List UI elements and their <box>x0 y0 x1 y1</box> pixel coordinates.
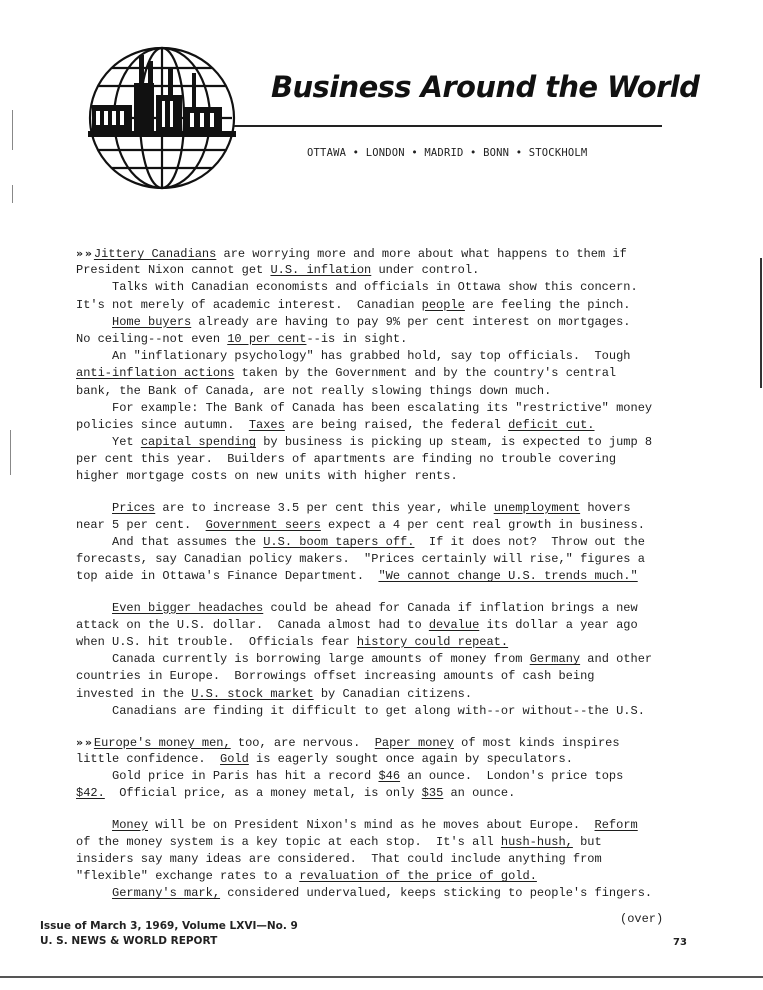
underlined-phrase: Reform <box>594 817 638 832</box>
underlined-phrase: Money <box>112 817 149 832</box>
scan-mark <box>12 185 13 203</box>
text-run: is eagerly sought once again by speculators. <box>248 752 573 767</box>
text-line <box>76 551 666 568</box>
text-line <box>76 885 666 902</box>
paragraph-gap <box>76 586 666 600</box>
text-run: An "inflationary psychology" has grabbed hold, say top officials. Tough <box>76 349 631 364</box>
text-run: are feeling the pinch. <box>464 297 631 312</box>
text-line <box>76 383 666 400</box>
text-run: And that assumes the <box>76 535 264 549</box>
text-line <box>76 686 666 703</box>
text-run <box>76 886 112 900</box>
text-run: President Nixon cannot get <box>76 263 271 278</box>
issue-info <box>40 919 298 949</box>
underlined-phrase: people <box>421 297 465 312</box>
text-run: higher mortgage costs on new units with higher rents. <box>76 469 458 484</box>
city-list: OTTAWA • LONDON • MADRID • BONN • STOCKHOLM <box>307 147 588 159</box>
text-run <box>76 315 112 329</box>
article-body <box>76 245 666 903</box>
double-arrow-icon: » » <box>76 735 94 749</box>
text-line <box>76 262 666 279</box>
scan-mark <box>10 430 11 475</box>
text-line <box>76 768 666 785</box>
text-run: For example: The Bank of Canada has been escalating its "restrictive" money <box>76 400 653 415</box>
text-run: policies since autumn. <box>76 417 249 432</box>
underlined-phrase: U.S. boom tapers off. <box>263 535 415 549</box>
text-run: when U.S. hit trouble. Officials fear <box>76 634 357 649</box>
text-run: forecasts, say Canadian policy makers. "Prices certainly will rise," figures a <box>76 552 645 567</box>
text-line <box>76 297 666 314</box>
text-run: --is in sight. <box>306 331 408 346</box>
text-run: invested in the <box>76 686 192 701</box>
text-line <box>76 468 666 485</box>
text-run: Yet <box>76 435 141 450</box>
text-run: insiders say many ideas are considered. That could include anything from <box>76 852 602 866</box>
underlined-phrase: capital spending <box>140 435 257 450</box>
text-run: and other <box>580 652 653 667</box>
underlined-phrase: history could repeat. <box>356 634 509 649</box>
text-line <box>76 279 666 296</box>
text-run: an ounce. <box>443 786 516 801</box>
text-run: countries in Europe. Borrowings offset increasing amounts of cash being <box>76 669 595 684</box>
text-line <box>76 314 666 331</box>
text-run: Gold price in Paris has hit a record <box>76 769 379 784</box>
text-line <box>76 785 666 802</box>
underlined-phrase: "We cannot change U.S. trends much." <box>378 569 638 584</box>
text-run: of the money system is a key topic at each stop. It's all <box>76 834 501 849</box>
underlined-phrase: Prices <box>112 500 156 515</box>
underlined-phrase: 10 per cent <box>227 331 307 346</box>
continued-note: (over) <box>620 912 664 926</box>
text-run: are worrying more and more about what happens to them if <box>216 247 627 261</box>
paragraph-gap <box>76 720 666 734</box>
underlined-phrase: anti-inflation actions <box>76 366 235 381</box>
underlined-phrase: unemployment <box>493 500 581 515</box>
text-run: little confidence. <box>76 752 221 767</box>
text-run: Canadians are finding it difficult to get along with--or without--the U.S. <box>76 703 645 718</box>
underlined-phrase: Gold <box>220 752 249 767</box>
text-run: could be ahead for Canada if inflation brings a new <box>263 600 638 615</box>
underlined-phrase: Even bigger headaches <box>112 600 264 615</box>
underlined-phrase: hush-hush, <box>500 834 573 849</box>
text-run <box>76 501 112 515</box>
text-line <box>76 817 666 834</box>
underlined-phrase: U.S. stock market <box>191 686 314 701</box>
text-line <box>76 451 666 468</box>
text-line <box>76 734 666 751</box>
text-run: by Canadian citizens. <box>313 686 473 701</box>
underlined-phrase: Jittery Canadians <box>93 247 217 261</box>
underlined-phrase: Home buyers <box>112 314 192 329</box>
text-line <box>76 500 666 517</box>
text-line <box>76 751 666 768</box>
text-line <box>76 868 666 885</box>
text-run: hovers <box>580 500 631 515</box>
text-run <box>76 601 112 615</box>
text-run: an ounce. London's price tops <box>400 769 624 784</box>
text-line <box>76 834 666 851</box>
page-number: 73 <box>673 937 687 948</box>
text-line <box>76 703 666 720</box>
text-line <box>76 651 666 668</box>
underlined-phrase: $42. <box>76 786 105 801</box>
text-line <box>76 348 666 365</box>
text-line <box>76 634 666 651</box>
text-run <box>76 818 112 832</box>
text-line <box>76 617 666 634</box>
underlined-phrase: $35 <box>421 786 444 801</box>
text-run: taken by the Government and by the country's central <box>234 366 617 381</box>
bottom-rule <box>0 976 763 978</box>
paragraph-gap <box>76 803 666 817</box>
text-run: It's not merely of academic interest. Canadian <box>76 297 422 312</box>
text-line <box>76 245 666 262</box>
text-line <box>76 434 666 451</box>
text-run: will be on President Nixon's mind as he moves about Europe. <box>148 817 595 832</box>
text-line <box>76 417 666 434</box>
underlined-phrase: devalue <box>428 617 480 632</box>
underlined-phrase: Germany's mark, <box>112 886 221 901</box>
text-run: under control. <box>371 263 480 278</box>
issue-date: Issue of March 3, 1969, Volume LXVI—No. 9 <box>40 920 298 932</box>
underlined-phrase: $46 <box>378 769 401 784</box>
section-title: Business Around the World <box>271 70 700 104</box>
text-run: No ceiling--not even <box>76 331 228 346</box>
publication-name: U. S. NEWS & WORLD REPORT <box>40 935 218 947</box>
scan-mark <box>760 258 762 388</box>
underlined-phrase: Government seers <box>205 517 321 532</box>
underlined-phrase: deficit cut. <box>508 417 595 432</box>
text-line <box>76 517 666 534</box>
underlined-phrase: Taxes <box>248 417 285 432</box>
text-line <box>76 668 666 685</box>
text-run: already are having to pay 9% per cent interest on mortgages. <box>191 314 631 329</box>
paragraph-gap <box>76 486 666 500</box>
text-run: "flexible" exchange rates to a <box>76 869 300 884</box>
text-run: per cent this year. Builders of apartments are finding no trouble covering <box>76 452 617 467</box>
underlined-phrase: U.S. inflation <box>270 263 372 278</box>
text-line <box>76 851 666 868</box>
text-line <box>76 331 666 348</box>
header-rule <box>234 125 662 127</box>
text-line <box>76 568 666 585</box>
text-run: near 5 per cent. <box>76 517 206 532</box>
text-run: top aide in Ottawa's Finance Department. <box>76 569 379 584</box>
text-run: are to increase 3.5 per cent this year, while <box>155 500 494 515</box>
text-run: If it does not? Throw out the <box>414 535 645 549</box>
double-arrow-icon: » » <box>76 247 94 260</box>
scan-mark <box>12 110 13 150</box>
text-run: by business is picking up steam, is expected to jump 8 <box>256 435 653 450</box>
underlined-phrase: Paper money <box>374 735 454 750</box>
underlined-phrase: revaluation of the price of gold. <box>299 869 537 884</box>
text-run: bank, the Bank of Canada, are not really slowing things down much. <box>76 383 552 398</box>
underlined-phrase: Europe's money men, <box>93 735 231 750</box>
text-run: of most kinds inspires <box>453 735 620 750</box>
text-run: its dollar a year ago <box>479 617 638 632</box>
text-run: expect a 4 per cent real growth in business. <box>320 517 645 532</box>
text-run: are being raised, the federal <box>284 417 509 432</box>
text-line <box>76 400 666 417</box>
text-line <box>76 365 666 382</box>
text-run: considered undervalued, keeps sticking to people's fingers. <box>220 886 653 901</box>
underlined-phrase: Germany <box>529 652 581 667</box>
text-line <box>76 534 666 551</box>
text-run: Official price, as a money metal, is only <box>104 786 422 801</box>
text-run: too, are nervous. <box>230 735 375 750</box>
text-run: Canada currently is borrowing large amounts of money from <box>76 652 530 667</box>
text-run: but <box>572 834 602 849</box>
text-run: Talks with Canadian economists and officials in Ottawa show this concern. <box>76 280 638 295</box>
text-line <box>76 600 666 617</box>
globe-factory-logo <box>84 43 240 193</box>
text-run: attack on the U.S. dollar. Canada almost had to <box>76 617 429 632</box>
